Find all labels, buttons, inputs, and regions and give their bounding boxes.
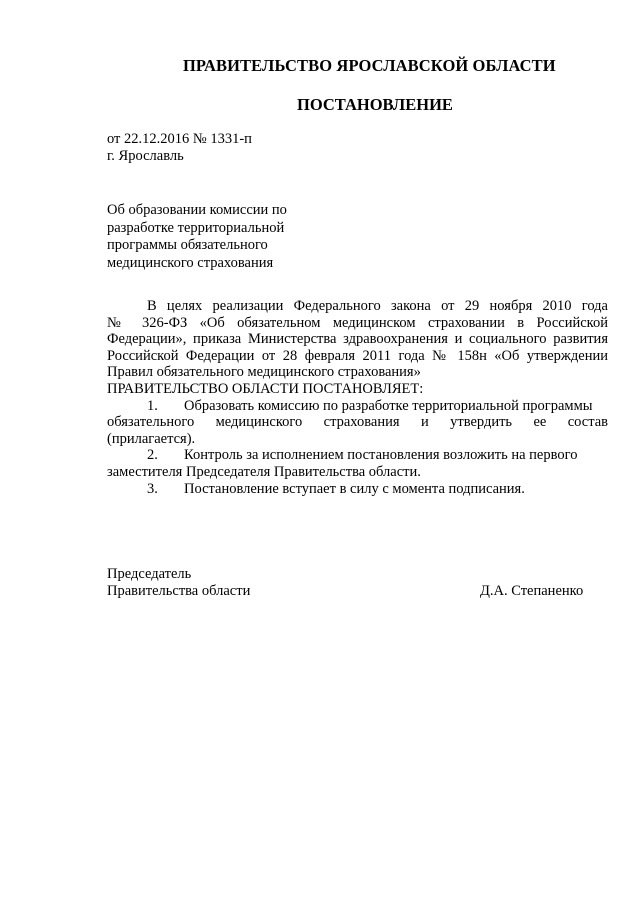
document-body: [107, 298, 608, 497]
subject-line: Об образовании комиссии по: [107, 202, 287, 218]
preamble-line: Российской Федерации от 28 февраля 2011 года № 158н «Об утверждении: [107, 347, 608, 364]
subject-line: медицинского страхования: [107, 254, 274, 271]
item-number: 2.: [147, 447, 158, 464]
item-number: 3.: [147, 480, 158, 497]
city-line: г. Ярославль: [107, 148, 184, 164]
preamble-line: Федерации», приказа Министерства здравоохранения и социального развития: [107, 331, 608, 348]
subject-line: разработке территориальной: [107, 219, 285, 236]
preamble-line: В целях реализации Федерального закона от 29 ноября 2010 года: [147, 298, 608, 314]
item-text: Образовать комиссию по разработке территориальной программы: [184, 397, 593, 414]
position-line: Председатель: [107, 566, 192, 582]
signatory-name: Д.А. Степаненко: [480, 583, 584, 599]
preamble-line: № 326-ФЗ «Об обязательном медицинском страховании в Российской: [107, 314, 608, 331]
list-item: [107, 481, 608, 498]
date-and-number: от 22.12.2016 № 1331-п: [107, 131, 252, 147]
item-continuation: (прилагается).: [107, 430, 196, 447]
list-item: [107, 398, 608, 415]
item-number: 1.: [147, 397, 158, 414]
list-item: [107, 447, 608, 464]
document-type-heading: ПОСТАНОВЛЕНИЕ: [297, 95, 453, 114]
organization-title: ПРАВИТЕЛЬСТВО ЯРОСЛАВСКОЙ ОБЛАСТИ: [183, 56, 556, 75]
position-line: Правительства области: [107, 583, 251, 599]
item-text: Контроль за исполнением постановления возложить на первого: [184, 447, 578, 464]
item-text: Постановление вступает в силу с момента подписания.: [184, 480, 525, 497]
document-subject: [107, 202, 327, 272]
resolution-clause: ПРАВИТЕЛЬСТВО ОБЛАСТИ ПОСТАНОВЛЯЕТ:: [107, 380, 424, 397]
signatory-position: [107, 566, 250, 600]
item-continuation: заместителя Председателя Правительства области.: [107, 463, 421, 480]
item-continuation: обязательного медицинского страхования и утвердить ее состав: [107, 414, 608, 431]
subject-line: программы обязательного: [107, 237, 268, 253]
preamble-line: Правил обязательного медицинского страхования»: [107, 364, 421, 381]
